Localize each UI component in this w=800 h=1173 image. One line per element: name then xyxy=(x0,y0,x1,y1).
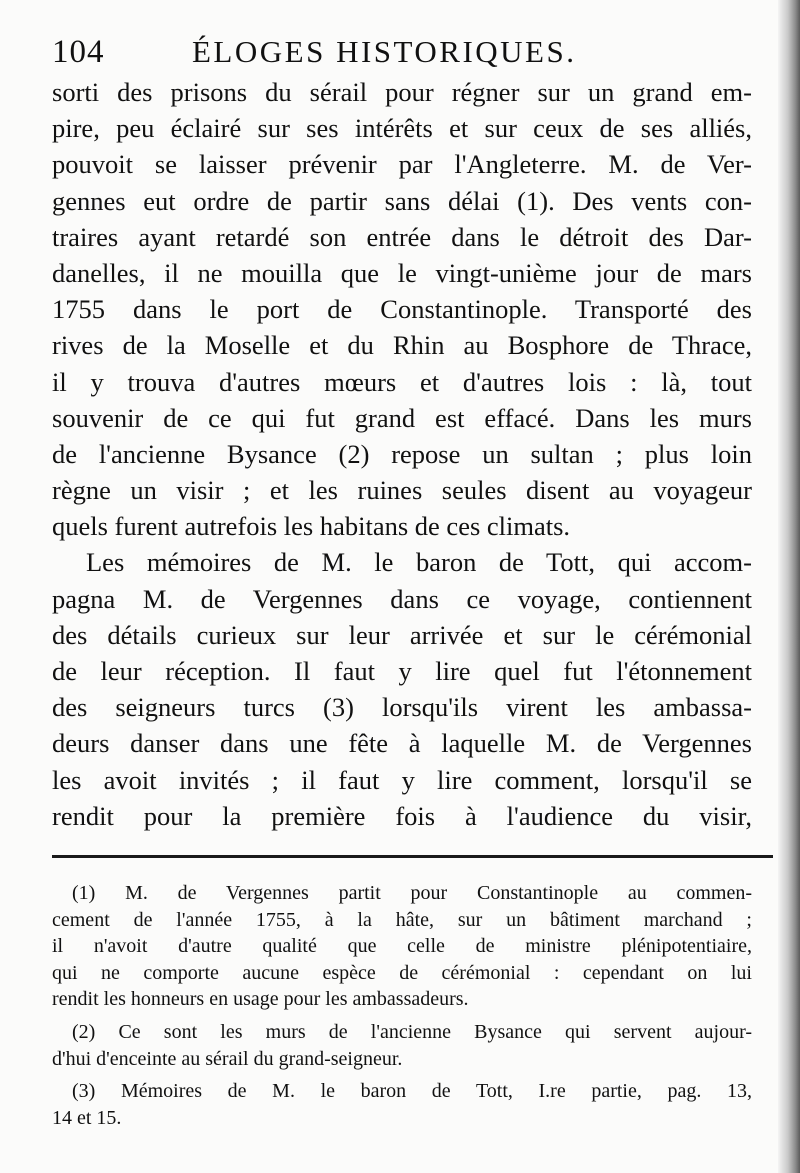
text-line: gennes eut ordre de partir sans délai (1). Des vents con- xyxy=(52,185,752,216)
footnote-divider xyxy=(52,855,773,858)
footnote-line: (1) M. de Vergennes partit pour Constantinople au commen- xyxy=(72,882,752,904)
footnote-line: 14 et 15. xyxy=(52,1106,122,1129)
footnote-line: qui ne comporte aucune espèce de cérémonial : cependant on lui xyxy=(52,961,752,984)
text-line: pagna M. de Vergennes dans ce voyage, contiennent xyxy=(52,583,752,614)
text-line: pouvoit se laisser prévenir par l'Angleterre. M. de Ver- xyxy=(52,149,752,180)
footnote-line: il n'avoit d'autre qualité que celle de ministre plénipotentiaire, xyxy=(52,935,752,958)
text-line: 1755 dans le port de Constantinople. Transporté des xyxy=(52,294,752,325)
text-line: pire, peu éclairé sur ses intérêts et sur ceux de ses alliés, xyxy=(52,113,752,144)
paragraph-start-line: Les mémoires de M. le baron de Tott, qui accom- xyxy=(86,547,752,578)
text-line: danelles, il ne mouilla que le vingt-unième jour de mars xyxy=(52,257,752,288)
text-line: de l'ancienne Bysance (2) repose un sultan ; plus loin xyxy=(52,438,752,469)
paragraph-end-line: quels furent autrefois les habitans de ces climats. xyxy=(52,511,571,542)
footnote-2 xyxy=(52,1019,752,1072)
text-line: des détails curieux sur leur arrivée et sur le cérémonial xyxy=(52,619,752,650)
page-header xyxy=(52,30,752,74)
footnote-1 xyxy=(52,880,752,1013)
body-text xyxy=(52,74,752,834)
footnote-line: cement de l'année 1755, à la hâte, sur un bâtiment marchand ; xyxy=(52,908,752,931)
footnote-line: (2) Ce sont les murs de l'ancienne Bysance qui servent aujour- xyxy=(72,1020,752,1043)
footnote-line: (3) Mémoires de M. le baron de Tott, I.re partie, pag. 13, xyxy=(72,1080,752,1103)
text-line: traires ayant retardé son entrée dans le détroit des Dar- xyxy=(52,221,752,252)
text-line: de leur réception. Il faut y lire quel fut l'étonnement xyxy=(52,656,752,686)
page-gutter-shadow xyxy=(778,0,800,1173)
page-number: 104 xyxy=(52,34,105,70)
footnote-line: d'hui d'enceinte au sérail du grand-seigneur. xyxy=(52,1047,403,1070)
text-line: rendit pour la première fois à l'audience du visir, xyxy=(52,800,752,831)
footnote-3 xyxy=(52,1078,752,1131)
text-line: les avoit invités ; il faut y lire comment, lorsqu'il se xyxy=(52,764,752,795)
text-line: sorti des prisons du sérail pour régner sur un grand em- xyxy=(52,77,752,107)
text-line: il y trouva d'autres mœurs et d'autres lois : là, tout xyxy=(52,366,752,397)
footnotes xyxy=(52,880,752,1131)
text-line: rives de la Moselle et du Rhin au Bosphore de Thrace, xyxy=(52,330,752,361)
text-line: souvenir de ce qui fut grand est effacé. Dans les murs xyxy=(52,402,752,433)
text-line: des seigneurs turcs (3) lorsqu'ils virent les ambassa- xyxy=(52,692,752,723)
running-title: ÉLOGES HISTORIQUES. xyxy=(192,34,577,69)
text-line: règne un visir ; et les ruines seules disent au voyageur xyxy=(52,475,752,506)
text-line: deurs danser dans une fête à laquelle M. de Vergennes xyxy=(52,728,752,759)
footnote-line: rendit les honneurs en usage pour les ambassadeurs. xyxy=(52,988,469,1011)
